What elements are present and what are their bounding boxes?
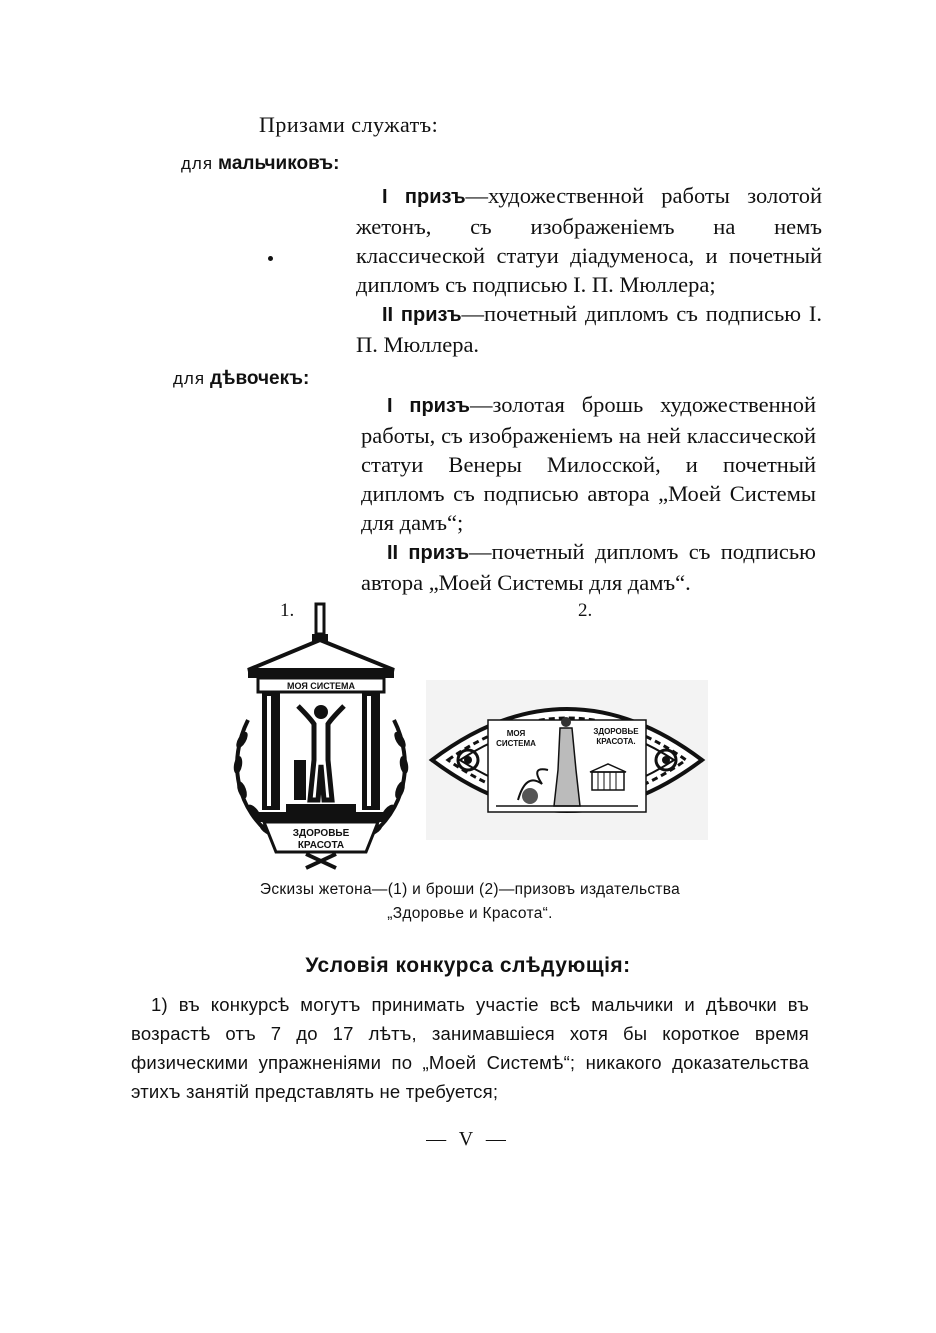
medal-pediment xyxy=(248,640,394,670)
medal-illustration xyxy=(226,600,416,875)
girls-prize-2-title: II призъ xyxy=(387,542,470,564)
medal-statue-head xyxy=(314,705,328,719)
boys-prize-2 xyxy=(356,299,822,359)
girls-prizes xyxy=(361,390,816,597)
stray-dot xyxy=(268,256,273,261)
boys-prize-1-text: —художественной работы золотой жетонъ, съ изображеніемъ на немъ классической статуи діадуменоса, и почетный дипломъ съ подписью І. П. Мюллера; xyxy=(356,183,823,297)
boys-label-bold: мальчиковъ: xyxy=(218,153,340,174)
girls-prize-1-title: I призъ xyxy=(387,395,470,417)
prizes-heading: Призами служатъ: xyxy=(259,112,439,137)
girls-label-prefix: для xyxy=(173,369,206,388)
brooch-left-text-1: МОЯ xyxy=(506,729,526,738)
caption-line-2: „Здоровье и Красота“. xyxy=(387,905,553,922)
condition-item-1: 1) въ конкурсѣ могутъ принимать участіе всѣ мальчики и дѣвочки въ возрастѣ отъ 7 до 17 лѣтъ, занимавшіеся хотя бы короткое время физическими упражненіями по „Моей Системѣ“; никакого доказательства этихъ занятій представлять не требуется; xyxy=(131,994,809,1102)
figure-1-number: 1. xyxy=(280,600,295,621)
girls-prize-2 xyxy=(361,537,816,597)
medal-bottom-text-1: ЗДОРОВЬЕ xyxy=(292,828,350,839)
figure-2-number: 2. xyxy=(578,600,593,621)
medal-crossed-ribbons xyxy=(306,854,336,868)
medal-loop xyxy=(316,604,324,634)
boys-label-prefix: для xyxy=(181,154,214,173)
conditions-title: Условія конкурса слѣдующія: xyxy=(305,954,631,977)
boys-prize-1 xyxy=(356,181,822,299)
girls-prize-1 xyxy=(361,390,816,537)
boys-label xyxy=(181,152,339,175)
caption-line-1: Эскизы жетона—(1) и броши (2)—призовъ издательства xyxy=(259,881,681,898)
brooch-statue-head xyxy=(561,717,571,727)
page-number: — V — xyxy=(426,1128,510,1150)
girls-label xyxy=(173,367,309,390)
girls-prize-1-text: —золотая брошь художественной работы, съ изображеніемъ на ней классической статуи Венеры Милосской, и почетный дипломъ съ подписью автора „Моей Системы для дамъ“; xyxy=(361,392,816,535)
medal-bottom-text-2: КРАСОТА xyxy=(297,840,345,851)
brooch-right-text-2: КРАСОТА. xyxy=(596,737,636,746)
boys-prize-1-title: I призъ xyxy=(382,186,466,208)
boys-prize-2-title: II призъ xyxy=(382,304,462,326)
medal-top-text: МОЯ СИСТЕМА xyxy=(286,681,356,691)
medal-statue-pillar xyxy=(294,760,306,800)
girls-label-bold: дѣвочекъ: xyxy=(210,368,310,389)
figure-caption xyxy=(180,878,760,926)
brooch-right-text-1: ЗДОРОВЬЕ xyxy=(593,727,639,736)
boys-prize-2-text: —почетный дипломъ съ подписью І. П. Мюллера. xyxy=(356,301,822,357)
brooch-illustration xyxy=(426,680,708,840)
brooch-left-text-2: СИСТЕМА xyxy=(496,739,536,748)
girls-prize-2-text: —почетный дипломъ съ подписью автора „Моей Системы для дамъ“. xyxy=(361,539,816,595)
conditions-body xyxy=(131,990,809,1106)
boys-prizes xyxy=(356,181,822,359)
